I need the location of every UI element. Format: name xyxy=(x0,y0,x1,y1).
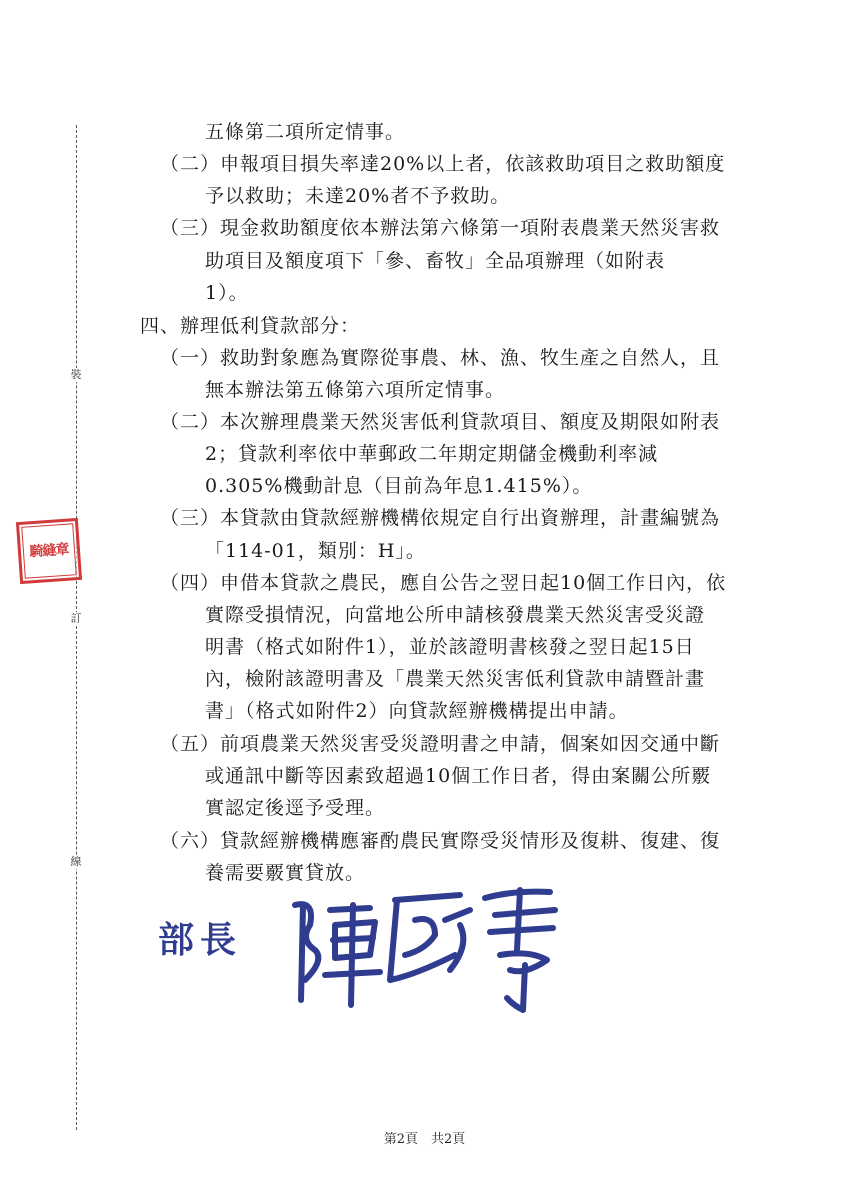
body-line: 2；貸款利率依中華郵政二年期定期儲金機動利率減 xyxy=(205,443,659,465)
seam-seal-stamp xyxy=(16,518,82,584)
body-line: 實際受損情況，向當地公所申請核發農業天然災害受災證 xyxy=(205,604,706,626)
body-line: （二）本次辦理農業天然災害低利貸款項目、額度及期限如附表 xyxy=(160,411,721,433)
body-line: （三）現金救助額度依本辦法第六條第一項附表農業天然災害救 xyxy=(160,217,721,239)
body-line: 養需要覈實貸放。 xyxy=(205,862,366,884)
binding-mark-xian: 線 xyxy=(66,855,86,869)
binding-dashed-line xyxy=(76,125,77,1130)
body-line: 助項目及額度項下「參、畜牧」全品項辦理（如附表 xyxy=(205,250,666,272)
binding-mark-zhuang: 裝 xyxy=(66,368,86,382)
body-line: 書」（格式如附件2）向貸款經辦機構提出申請。 xyxy=(205,700,629,722)
body-line: （六）貸款經辦機構應審酌農民實際受災情形及復耕、復建、復 xyxy=(160,830,721,852)
handwritten-signature xyxy=(285,880,565,1020)
body-line: 0.305%機動計息（目前為年息1.415%）。 xyxy=(205,475,593,497)
section-heading: 四、辦理低利貸款部分： xyxy=(140,315,361,337)
body-line: 內，檢附該證明書及「農業天然災害低利貸款申請暨計畫 xyxy=(205,668,706,690)
page-footer: 第2頁 共2頁 xyxy=(383,1132,466,1147)
minister-title: 部長 xyxy=(158,920,243,961)
body-line: （二）申報項目損失率達20%以上者，依該救助項目之救助額度 xyxy=(160,153,726,175)
body-line: 明書（格式如附件1），並於該證明書核發之翌日起15日 xyxy=(205,636,695,658)
body-line: 無本辦法第五條第六項所定情事。 xyxy=(205,379,506,401)
body-line: 或通訊中斷等因素致超過10個工作日者，得由案關公所覈 xyxy=(205,765,712,787)
body-line: 「114-01，類別：H」。 xyxy=(205,540,426,562)
body-line: （一）救助對象應為實際從事農、林、漁、牧生產之自然人，且 xyxy=(160,347,721,369)
body-line: 五條第二項所定情事。 xyxy=(205,121,406,143)
binding-mark-ding: 訂 xyxy=(66,612,86,626)
body-line: （三）本貸款由貸款經辦機構依規定自行出資辦理，計畫編號為 xyxy=(160,507,721,529)
body-line: （五）前項農業天然災害受災證明書之申請，個案如因交通中斷 xyxy=(160,733,721,755)
body-line: 實認定後逕予受理。 xyxy=(205,797,386,819)
seam-seal-stamp-text: 騎縫章 xyxy=(21,523,77,579)
body-line: 1）。 xyxy=(205,282,249,304)
body-line: 予以救助；未達20%者不予救助。 xyxy=(205,185,511,207)
body-line: （四）申借本貸款之農民，應自公告之翌日起10個工作日內，依 xyxy=(160,572,727,594)
